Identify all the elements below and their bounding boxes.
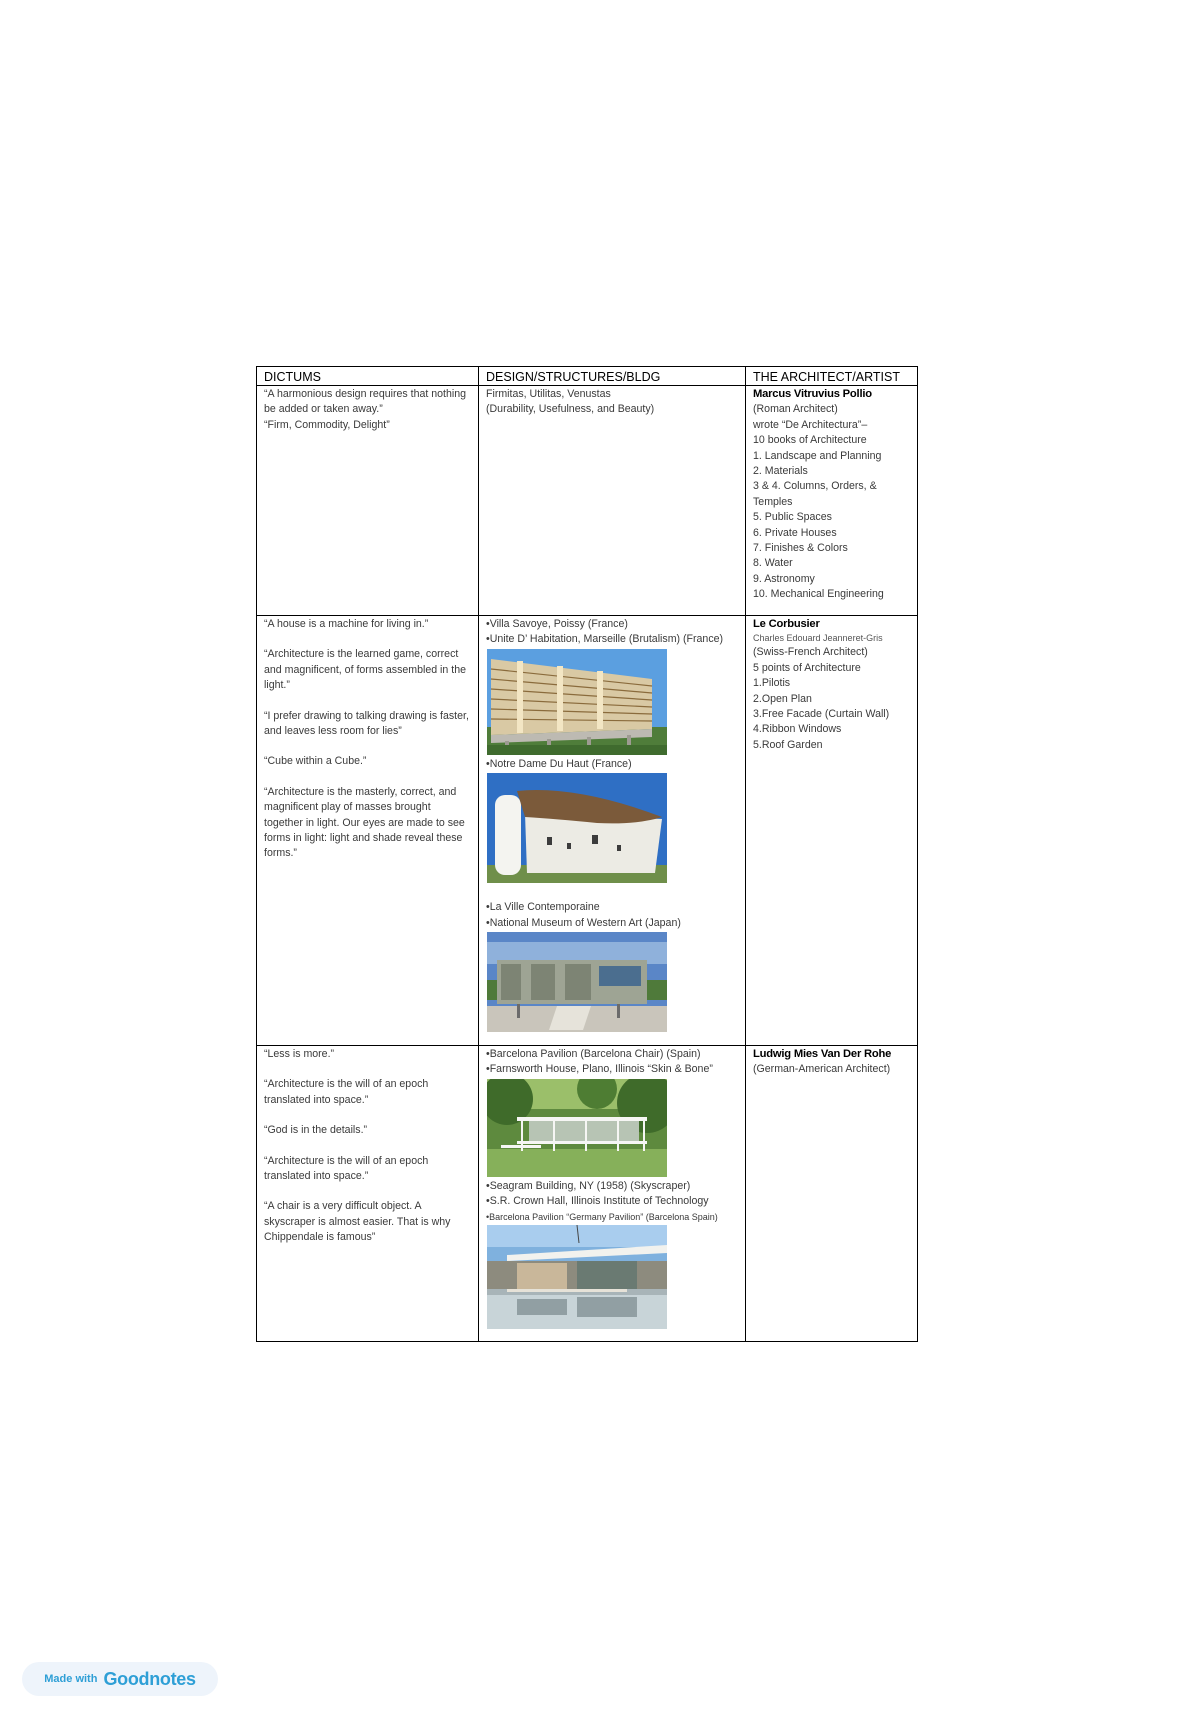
- dictums-cell: [257, 1046, 479, 1342]
- design-text: •Farnsworth House, Plano, Illinois “Skin & Bone”: [486, 1063, 713, 1076]
- design-text: •Seagram Building, NY (1958) (Skyscraper): [486, 1179, 691, 1192]
- goodnotes-logo: Goodnotes: [103, 1668, 196, 1689]
- architect-name: Le Corbusier: [753, 618, 820, 630]
- design-text: (Durability, Usefulness, and Beauty): [486, 403, 655, 416]
- architect-detail: 1.Pilotis: [753, 677, 791, 690]
- dictum-text: “A chair is a very difficult object. A skyscraper is almost easier. That is why Chippendale is famous”: [264, 1200, 454, 1244]
- architect-detail: (Swiss-French Architect): [753, 646, 868, 659]
- designs-cell: [479, 386, 746, 616]
- dictums-cell: [257, 386, 479, 616]
- designs-cell: [479, 1046, 746, 1342]
- dictum-text: “Architecture is the learned game, correct and magnificent, of forms assembled in the light.”: [264, 648, 469, 692]
- dictums-cell: [257, 616, 479, 1046]
- architect-detail: 3.Free Facade (Curtain Wall): [753, 708, 890, 721]
- architect-detail: 8. Water: [753, 557, 793, 570]
- dictum-text: “A harmonious design requires that nothing be added or taken away.”: [264, 388, 469, 416]
- dictum-text: “God is in the details.”: [264, 1124, 368, 1137]
- architect-detail: 5.Roof Garden: [753, 738, 823, 751]
- architect-detail: 9. Astronomy: [753, 572, 815, 585]
- architect-cell: [746, 1046, 918, 1342]
- design-text: •Barcelona Pavilion (Barcelona Chair) (Spain): [486, 1048, 701, 1060]
- design-text: •Barcelona Pavilion “Germany Pavilion” (Barcelona Spain): [486, 1211, 718, 1222]
- architect-detail: 1. Landscape and Planning: [753, 449, 882, 462]
- dictum-text: “Cube within a Cube.”: [264, 755, 367, 768]
- architect-detail: 10 books of Architecture: [753, 434, 867, 447]
- architect-cell: [746, 386, 918, 616]
- notre-dame-du-haut-photo: [487, 773, 667, 883]
- national-museum-photo: [487, 932, 667, 1032]
- architect-name: Ludwig Mies Van Der Rohe: [753, 1048, 892, 1060]
- dictum-text: “Architecture is the masterly, correct, and magnificent play of masses brought together in light. Our eyes are made to see forms in light: light and shade reveal these forms.”: [264, 785, 468, 860]
- design-text: Firmitas, Utilitas, Venustas: [486, 388, 611, 400]
- design-text: •National Museum of Western Art (Japan): [486, 916, 681, 929]
- barcelona-pavilion-photo: [487, 1225, 667, 1329]
- made-with-goodnotes-badge[interactable]: [22, 1662, 218, 1696]
- table-row-corbusier: [257, 616, 918, 1046]
- dictum-text: “Architecture is the will of an epoch translated into space.”: [264, 1078, 432, 1106]
- architect-detail: 5. Public Spaces: [753, 511, 832, 524]
- architect-detail: 6. Private Houses: [753, 526, 837, 539]
- design-text: •La Ville Contemporaine: [486, 901, 600, 914]
- farnsworth-house-photo: [487, 1079, 667, 1177]
- table-row-mies: [257, 1046, 918, 1342]
- table-row-vitruvius: [257, 386, 918, 616]
- header-row: [257, 367, 918, 386]
- architect-detail: 7. Finishes & Colors: [753, 542, 848, 555]
- architect-detail: 10. Mechanical Engineering: [753, 588, 884, 601]
- badge-made-with: Made with: [44, 1673, 98, 1685]
- architect-detail: (German-American Architect): [753, 1063, 891, 1076]
- architect-name: Marcus Vitruvius Pollio: [753, 388, 872, 400]
- dictum-text: “Less is more.”: [264, 1048, 335, 1060]
- dictum-text: “I prefer drawing to talking drawing is faster, and leaves less room for lies”: [264, 709, 472, 738]
- design-text: •Unite D’ Habitation, Marseille (Brutalism) (France): [486, 633, 724, 646]
- architect-detail: 4.Ribbon Windows: [753, 723, 842, 736]
- architect-detail: 2. Materials: [753, 465, 808, 478]
- architect-fullname: Charles Edouard Jeanneret-Gris: [753, 633, 883, 644]
- dictum-text: “Architecture is the will of an epoch translated into space.”: [264, 1154, 432, 1183]
- header-designs: DESIGN/STRUCTURES/BLDG: [479, 367, 746, 386]
- header-architect: THE ARCHITECT/ARTIST: [746, 367, 918, 386]
- architect-detail: 5 points of Architecture: [753, 661, 861, 674]
- unite-habitation-photo: [487, 649, 667, 755]
- architecture-table: [256, 366, 918, 1342]
- architect-detail: wrote “De Architectura”–: [753, 418, 868, 431]
- dictum-text: “A house is a machine for living in.”: [264, 618, 429, 630]
- architect-detail: 2.Open Plan: [753, 692, 812, 705]
- header-dictums: DICTUMS: [257, 367, 479, 386]
- architect-detail: (Roman Architect): [753, 403, 838, 416]
- design-text: •Villa Savoye, Poissy (France): [486, 618, 628, 630]
- architect-detail: 3 & 4. Columns, Orders, & Temples: [753, 480, 880, 508]
- designs-cell: [479, 616, 746, 1046]
- design-text: •Notre Dame Du Haut (France): [486, 757, 632, 770]
- design-text: •S.R. Crown Hall, Illinois Institute of Technology: [486, 1195, 709, 1208]
- dictum-text: “Firm, Commodity, Delight”: [264, 418, 390, 431]
- architect-cell: [746, 616, 918, 1046]
